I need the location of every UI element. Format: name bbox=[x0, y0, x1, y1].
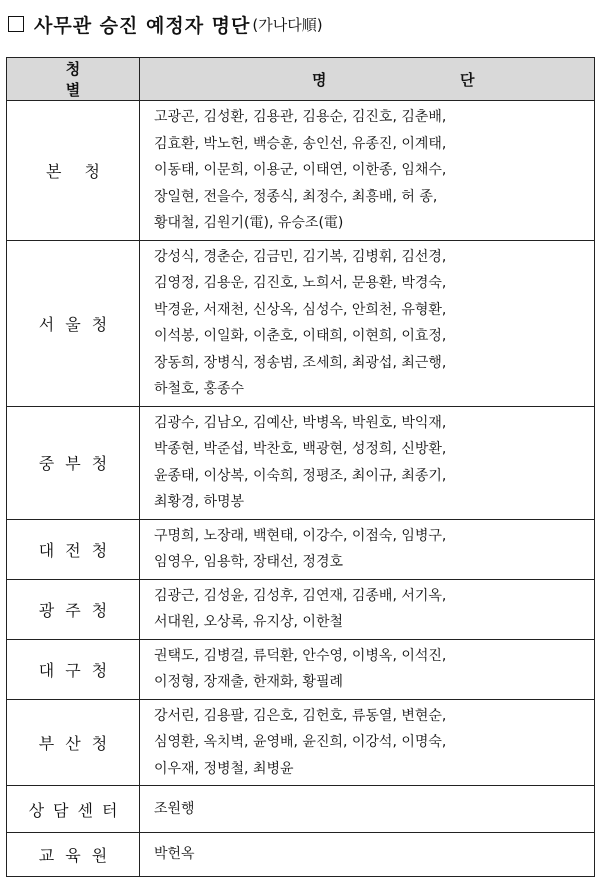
table-row bbox=[7, 639, 595, 699]
names-line: 황대철, 김원기(電), 유승조(電) bbox=[154, 215, 344, 231]
names-line: 박경윤, 서재천, 신상옥, 심성수, 안희천, 유형환, bbox=[154, 301, 447, 318]
table-row bbox=[7, 699, 595, 786]
table-row bbox=[7, 240, 595, 406]
region-cell: 중 부 청 bbox=[7, 406, 140, 519]
names-line: 장일현, 전을수, 정종식, 최정수, 최흥배, 허 종, bbox=[154, 188, 438, 205]
region-cell: 상담센터 bbox=[7, 786, 140, 833]
table-row bbox=[7, 101, 595, 241]
table-row bbox=[7, 786, 595, 833]
region-cell: 부 산 청 bbox=[7, 699, 140, 786]
region-cell: 교 육 원 bbox=[7, 833, 140, 877]
names-line: 조원행 bbox=[154, 800, 195, 817]
names-line: 김광수, 김남오, 김예산, 박병옥, 박원호, 박익재, bbox=[154, 414, 447, 431]
names-cell bbox=[140, 579, 595, 639]
names-cell bbox=[140, 406, 595, 519]
names-cell bbox=[140, 240, 595, 406]
region-cell: 대 전 청 bbox=[7, 519, 140, 579]
region-cell: 본 청 bbox=[7, 101, 140, 241]
names-line: 장동희, 장병식, 정송범, 조세희, 최광섭, 최근행, bbox=[154, 354, 447, 371]
names-line: 심영환, 옥치벽, 윤영배, 윤진희, 이강석, 이명숙, bbox=[154, 734, 447, 750]
names-line: 박헌옥 bbox=[154, 846, 195, 863]
region-cell: 광 주 청 bbox=[7, 579, 140, 639]
names-line: 임영우, 임용학, 장태선, 정경호 bbox=[154, 554, 343, 570]
header-region: 청 별 bbox=[7, 58, 140, 101]
names-cell bbox=[140, 699, 595, 786]
names-line: 김영정, 김용운, 김진호, 노희서, 문용환, 박경숙, bbox=[154, 275, 447, 291]
names-cell bbox=[140, 786, 595, 833]
names-cell bbox=[140, 833, 595, 877]
names-line: 이우재, 정병철, 최병윤 bbox=[154, 760, 294, 777]
header-names bbox=[140, 58, 595, 101]
table-row bbox=[7, 579, 595, 639]
names-line: 하철호, 홍종수 bbox=[154, 381, 245, 397]
header-names-first: 명 bbox=[312, 71, 327, 89]
names-line: 권택도, 김병걸, 류덕환, 안수영, 이병옥, 이석진, bbox=[154, 647, 447, 664]
table-header-row bbox=[7, 58, 595, 101]
region-cell: 서 울 청 bbox=[7, 240, 140, 406]
names-cell bbox=[140, 519, 595, 579]
names-line: 이석봉, 이일화, 이춘호, 이태희, 이현희, 이효정, bbox=[154, 328, 447, 344]
names-line: 이동태, 이문희, 이용군, 이태연, 이한종, 임채수, bbox=[154, 162, 447, 178]
promotion-table bbox=[6, 57, 595, 877]
names-line: 구명희, 노장래, 백현태, 이강수, 이점숙, 임병구, bbox=[154, 527, 447, 544]
names-line: 박종현, 박준섭, 박찬호, 백광현, 성정희, 신방환, bbox=[154, 441, 447, 457]
names-line: 윤종태, 이상복, 이숙희, 정평조, 최이규, 최종기, bbox=[154, 467, 447, 484]
table-row bbox=[7, 406, 595, 519]
checkbox-square-icon bbox=[8, 16, 24, 32]
table-row bbox=[7, 833, 595, 877]
table-row bbox=[7, 519, 595, 579]
names-cell bbox=[140, 101, 595, 241]
names-cell bbox=[140, 639, 595, 699]
header-names-second: 단 bbox=[460, 71, 475, 89]
names-line: 강서린, 김용팔, 김은호, 김헌호, 류동열, 변현순, bbox=[154, 707, 447, 724]
title-sort-note: (가나다順) bbox=[252, 15, 323, 34]
names-line: 최황경, 하명봉 bbox=[154, 494, 245, 510]
page-title bbox=[8, 8, 323, 40]
names-line: 고광곤, 김성환, 김용관, 김용순, 김진호, 김춘배, bbox=[154, 109, 447, 125]
names-line: 김효환, 박노헌, 백승훈, 송인선, 유종진, 이계태, bbox=[154, 135, 447, 152]
region-cell: 대 구 청 bbox=[7, 639, 140, 699]
names-line: 서대원, 오상록, 유지상, 이한철 bbox=[154, 614, 343, 630]
names-line: 강성식, 경춘순, 김금민, 김기복, 김병휘, 김선경, bbox=[154, 248, 447, 265]
title-main: 사무관 승진 예정자 명단 bbox=[34, 14, 251, 37]
names-line: 이정형, 장재출, 한재화, 황필례 bbox=[154, 674, 343, 690]
names-line: 김광근, 김성윤, 김성후, 김연재, 김종배, 서기옥, bbox=[154, 587, 447, 604]
